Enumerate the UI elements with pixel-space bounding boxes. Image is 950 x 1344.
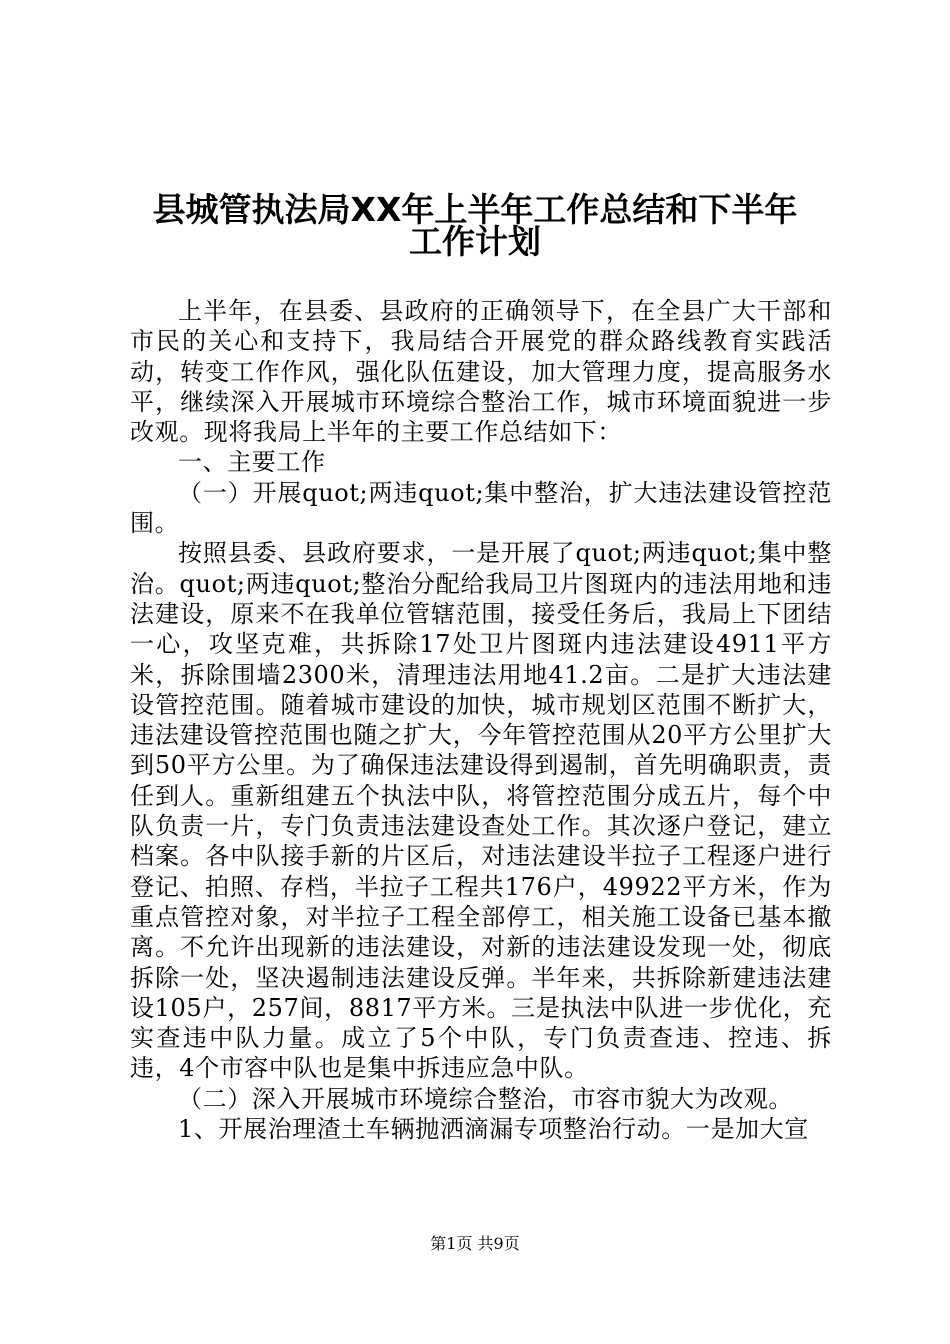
page-number-footer: 第1页 共9页 <box>430 1234 520 1253</box>
document-title-line-2: 工作计划 <box>409 222 541 261</box>
subsection-heading-1: （一）开展quot;两违quot;集中整治，扩大违法建设管控范围。 <box>130 478 832 538</box>
document-title-line-1: 县城管执法局XX年上半年工作总结和下半年 <box>152 190 798 229</box>
document-body <box>130 296 832 1144</box>
paragraph-illegal-construction: 按照县委、县政府要求，一是开展了quot;两违quot;集中整治。quot;两违quot;整治分配给我局卫片图斑内的违法用地和违法建设，原来不在我单位管辖范围，接受任务后，我局上下团结一心，攻坚克难，共拆除17处卫片图斑内违法建设4911平方米，拆除围墙2300米，清理违法用地41.2亩。二是扩大违法建设管控范围。随着城市建设的加快，城市规划区范围不断扩大，违法建设管控范围也随之扩大，今年管控范围从20平方公里扩大到50平方公里。为了确保违法建设得到遏制，首先明确职责，责任到人。重新组建五个执法中队，将管控范围分成五片，每个中队负责一片，专门负责违法建设查处工作。其次逐户登记，建立档案。各中队接手新的片区后，对违法建设半拉子工程逐户进行登记、拍照、存档，半拉子工程共176户，49922平方米，作为重点管控对象，对半拉子工程全部停工，相关施工设备已基本撤离。不允许出现新的违法建设，对新的违法建设发现一处，彻底拆除一处，坚决遏制违法建设反弹。半年来，共拆除新建违法建设105户，257间，8817平方米。三是执法中队进一步优化，充实查违中队力量。成立了5个中队，专门负责查违、控违、拆违，4个市容中队也是集中拆违应急中队。 <box>130 539 832 1083</box>
paragraph-muck-trucks: 1、开展治理渣土车辆抛洒滴漏专项整治行动。一是加大宣 <box>178 1115 809 1144</box>
section-heading-main-work: 一、主要工作 <box>178 448 326 477</box>
paragraph-intro: 上半年，在县委、县政府的正确领导下，在全县广大干部和市民的关心和支持下，我局结合开展党的群众路线教育实践活动，转变工作作风，强化队伍建设，加大管理力度，提高服务水平，继续深入开展城市环境综合整治工作，城市环境面貌进一步改观。现将我局上半年的主要工作总结如下： <box>130 297 832 447</box>
subsection-heading-2: （二）深入开展城市环境综合整治，市容市貌大为改观。 <box>178 1084 793 1113</box>
